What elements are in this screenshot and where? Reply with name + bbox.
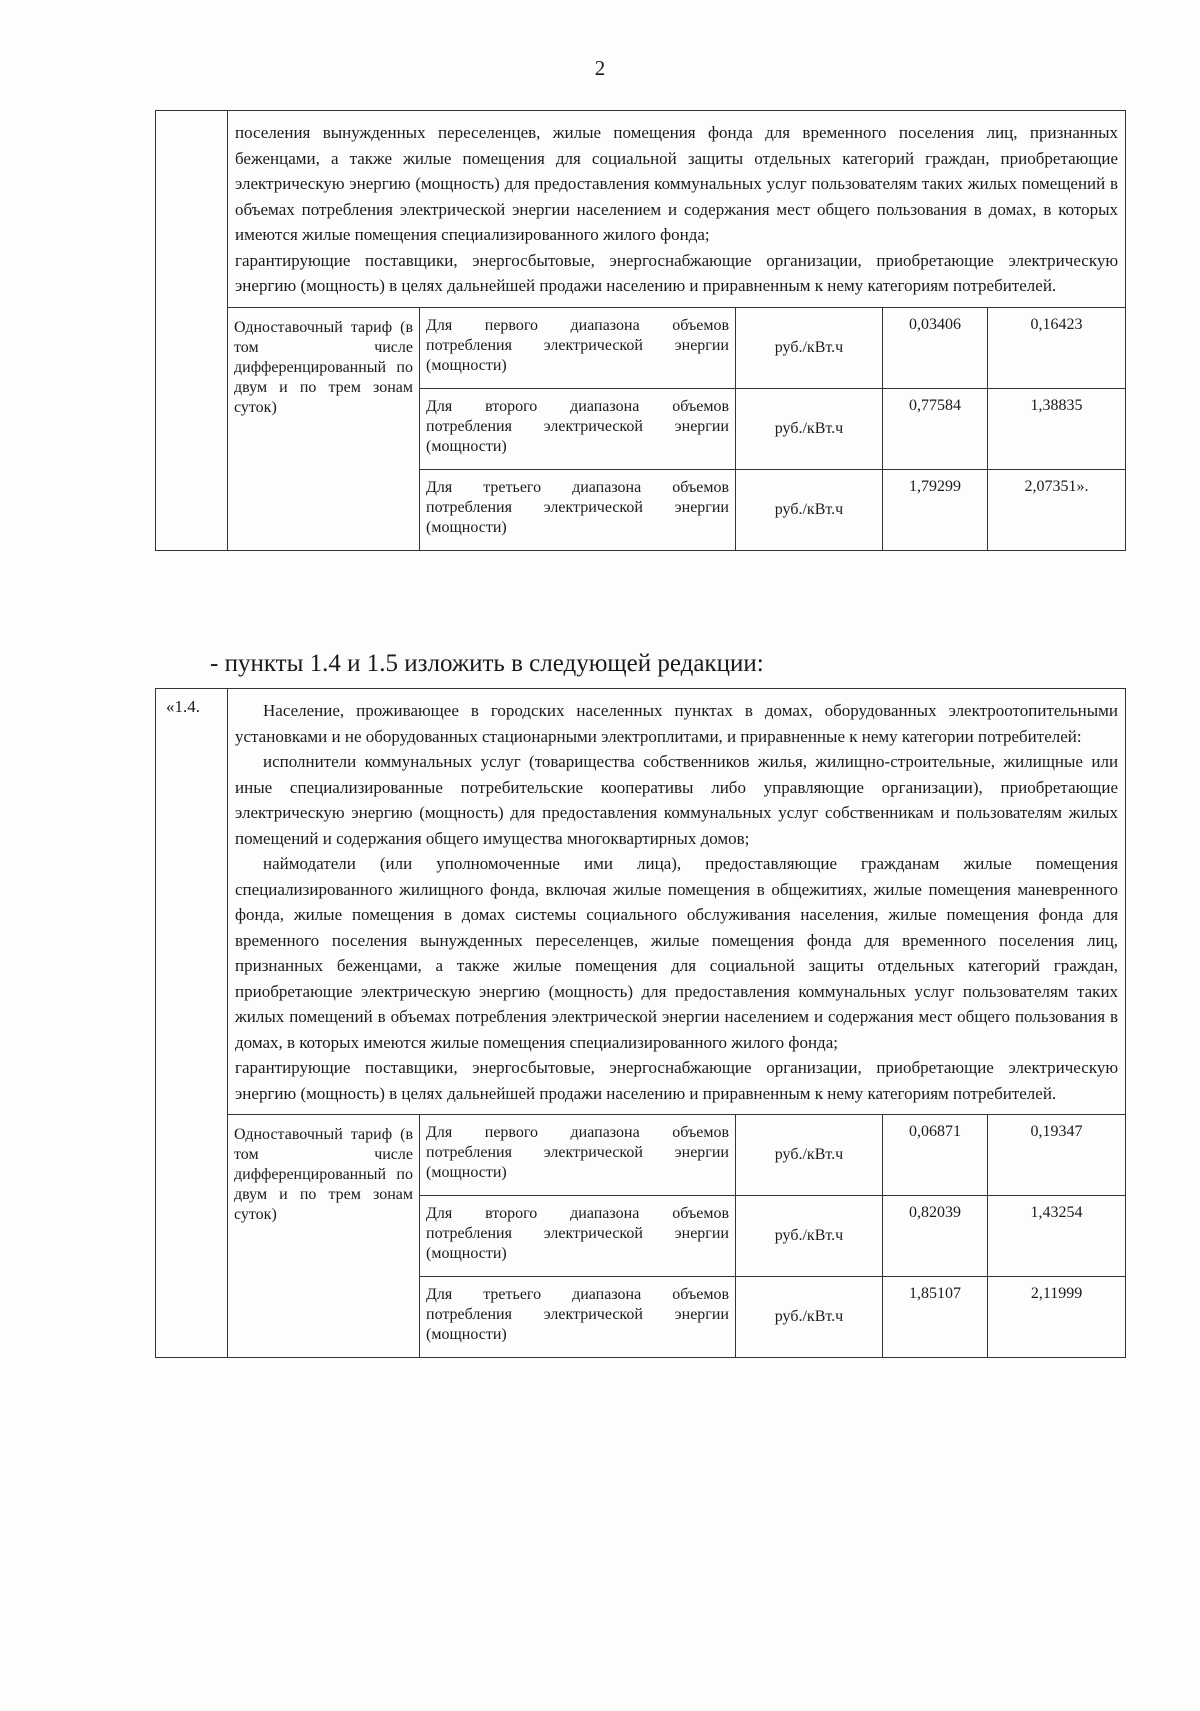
category-paragraph: поселения вынужденных переселенцев, жилые помещения фонда для временного поселения лиц, признанных беженцами, а также жилые помещения для социальной защиты отдельных категорий граждан, приобретающие электрическую энергию (мощность) для предоставления коммунальных услуг пользователям таких жилых помещений в объемах потребления электрической энергии населением и содержания мест общего пользования в домах, в которых имеются жилые помещения специализированного жилого фонда;	[235, 123, 1119, 244]
tariff-name-cell: Одноставочный тариф (в том числе дифференцированный по двум и по трем зонам суток)	[228, 1115, 420, 1358]
unit-cell: руб./кВт.ч	[736, 1196, 883, 1277]
category-paragraph: наймодатели (или уполномоченные ими лица), предоставляющие гражданам жилые помещения специализированного жилищного фонда, включая жилые помещения в общежитиях, жилые помещения маневренного фонда, жилые помещения в домах системы социального обслуживания населения, жилые помещения фонда для временного поселения вынужденных переселенцев, жилые помещения фонда для временного поселения лиц, признанных беженцами, а также жилые помещения для социальной защиты отдельных категорий граждан, приобретающие электрическую энергию (мощность) для предоставления коммунальных услуг пользователям таких жилых помещений в объемах потребления электрической энергии населением и содержания мест общего пользования в домах, в которых имеются жилые помещения специализированного жилого фонда;	[235, 854, 1119, 1052]
unit-cell: руб./кВт.ч	[736, 469, 883, 550]
unit-cell: руб./кВт.ч	[736, 307, 883, 388]
unit-cell: руб./кВт.ч	[736, 1277, 883, 1358]
tariff-value-1: 1,85107	[883, 1277, 988, 1358]
amendment-instruction: - пункты 1.4 и 1.5 изложить в следующей редакции:	[210, 650, 764, 677]
row-number-cell: «1.4.	[156, 689, 228, 1358]
page-number: 2	[594, 56, 606, 80]
category-paragraph: гарантирующие поставщики, энергосбытовые, энергоснабжающие организации, приобретающие электрическую энергию (мощность) в целях дальнейшей продажи населению и приравненным к нему категориям потребителей.	[235, 1058, 1119, 1103]
range-description: Для второго диапазона объемов потребления электрической энергии (мощности)	[420, 388, 736, 469]
category-row	[156, 689, 1126, 1115]
category-paragraph: исполнители коммунальных услуг (товарищества собственников жилья, жилищно-строительные, жилищные или иные специализированные потребительские кооперативы либо управляющие организации), приобретающие электрическую энергию (мощность) для предоставления коммунальных услуг собственникам и пользователям жилых помещений и содержания общего имущества многоквартирных домов;	[235, 752, 1119, 848]
tariff-name-cell: Одноставочный тариф (в том числе дифференцированный по двум и по трем зонам суток)	[228, 307, 420, 550]
unit-cell: руб./кВт.ч	[736, 388, 883, 469]
tariff-value-2: 1,43254	[988, 1196, 1126, 1277]
tariff-value-2: 0,19347	[988, 1115, 1126, 1196]
tariff-value-1: 0,82039	[883, 1196, 988, 1277]
tariff-table-item-1-4	[155, 688, 1126, 1358]
tariff-value-1: 1,79299	[883, 469, 988, 550]
consumer-category-description	[228, 111, 1126, 308]
range-description: Для второго диапазона объемов потребления электрической энергии (мощности)	[420, 1196, 736, 1277]
tariff-table-continued	[155, 110, 1126, 551]
category-paragraph: Население, проживающее в городских населенных пунктах в домах, оборудованных электроотопительными установками и не оборудованных стационарными электроплитами, и приравненные к нему категории потребителей:	[235, 701, 1119, 746]
range-description: Для третьего диапазона объемов потребления электрической энергии (мощности)	[420, 1277, 736, 1358]
range-description: Для первого диапазона объемов потребления электрической энергии (мощности)	[420, 1115, 736, 1196]
tariff-value-1: 0,03406	[883, 307, 988, 388]
range-description: Для третьего диапазона объемов потребления электрической энергии (мощности)	[420, 469, 736, 550]
tariff-value-2: 0,16423	[988, 307, 1126, 388]
consumer-category-description	[228, 689, 1126, 1115]
tariff-row	[156, 307, 1126, 388]
tariff-row	[156, 1115, 1126, 1196]
tariff-value-2: 2,11999	[988, 1277, 1126, 1358]
tariff-value-1: 0,77584	[883, 388, 988, 469]
tariff-value-2: 2,07351».	[988, 469, 1126, 550]
range-description: Для первого диапазона объемов потребления электрической энергии (мощности)	[420, 307, 736, 388]
category-row	[156, 111, 1126, 308]
tariff-value-2: 1,38835	[988, 388, 1126, 469]
unit-cell: руб./кВт.ч	[736, 1115, 883, 1196]
category-paragraph: гарантирующие поставщики, энергосбытовые, энергоснабжающие организации, приобретающие электрическую энергию (мощность) в целях дальнейшей продажи населению и приравненным к нему категориям потребителей.	[235, 250, 1119, 295]
row-number-cell	[156, 111, 228, 551]
tariff-value-1: 0,06871	[883, 1115, 988, 1196]
